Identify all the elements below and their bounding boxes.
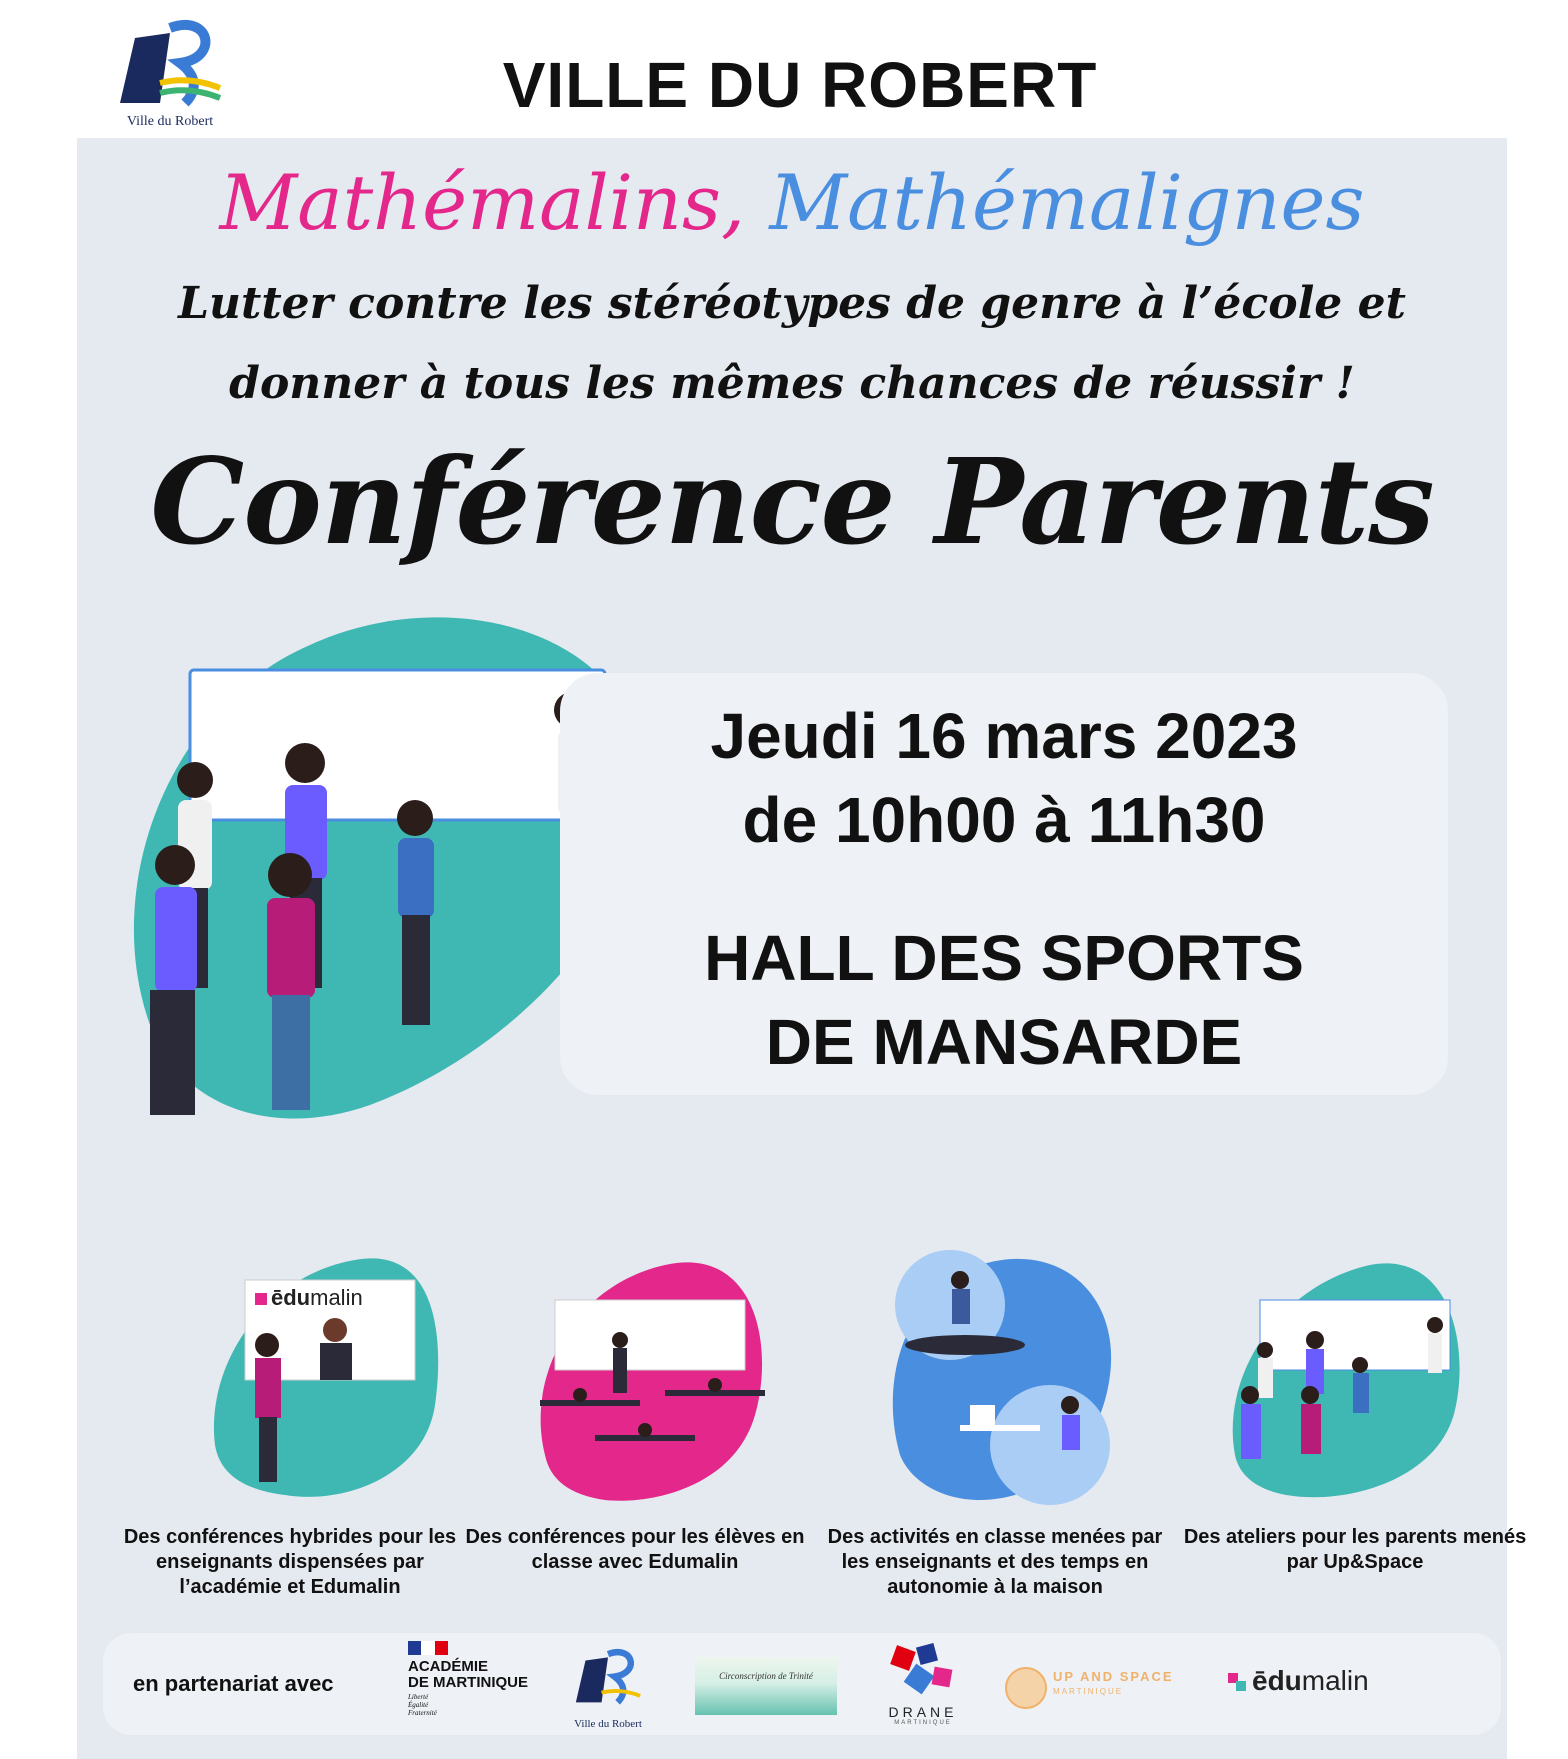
event-place-line-2: DE MANSARDE — [765, 1006, 1243, 1078]
program-title-part-a: Mathémalins — [219, 158, 722, 247]
partners-label: en partenariat avec — [133, 1671, 334, 1696]
academie-motto-3: Fraternité — [408, 1709, 437, 1717]
academie-motto-1: Liberté — [408, 1693, 429, 1701]
logo-caption: Ville du Robert — [126, 114, 214, 129]
up-and-space-logo — [1005, 1663, 1205, 1713]
parents-workshop-illustration — [1220, 1245, 1480, 1505]
program-title — [77, 158, 1507, 247]
drane-sub: MARTINIQUE — [894, 1720, 952, 1726]
hybrid-conference-illustration — [205, 1245, 465, 1505]
feature-1-logo-text: ēdumalin — [271, 1285, 363, 1310]
partner-robert-logo — [563, 1637, 653, 1731]
home-study-illustration — [870, 1245, 1130, 1505]
feature-caption-3: Des activités en classe menées par les enseignants et des temps en autonomie à la maison — [827, 1526, 1163, 1598]
partner-robert-caption: Ville du Robert — [574, 1718, 642, 1730]
classroom-illustration — [525, 1245, 785, 1505]
edumalin-logo — [1228, 1665, 1408, 1705]
event-info-card — [560, 673, 1448, 1095]
upspace-line-2: MARTINIQUE — [1053, 1687, 1124, 1696]
academie-line-2: DE MARTINIQUE — [408, 1674, 528, 1691]
edumalin-text-a: ēdu — [1252, 1665, 1302, 1696]
subtitle-line-1: Lutter contre les stéréotypes de genre à l’école et — [178, 278, 1406, 329]
subtitle-line-2: donner à tous les mêmes chances de réussir ! — [229, 358, 1355, 409]
feature-caption-1: Des conférences hybrides pour les enseignants dispensées par l’académie et Edumalin — [123, 1526, 457, 1598]
conference-title: Conférence Parents — [150, 432, 1434, 571]
event-place-line-1: HALL DES SPORTS — [704, 922, 1304, 994]
program-title-part-b: Mathémalignes — [769, 158, 1365, 247]
trinite-logo — [695, 1657, 837, 1715]
feature-caption-2: Des conférences pour les élèves en classe avec Edumalin — [465, 1526, 805, 1573]
trinite-text: Circonscription de Trinité — [719, 1671, 813, 1681]
academie-martinique-logo — [408, 1641, 558, 1731]
feature-caption-4: Des ateliers pour les parents menés par Up&Space — [1183, 1526, 1527, 1573]
partners-bar — [103, 1633, 1501, 1735]
page-header-title: VILLE DU ROBERT — [502, 49, 1098, 121]
ville-du-robert-logo — [100, 8, 240, 130]
academie-line-1: ACADÉMIE — [408, 1658, 489, 1675]
edumalin-text-b: malin — [1301, 1665, 1369, 1696]
drane-text: DRANE — [888, 1704, 958, 1720]
event-date: Jeudi 16 mars 2023 — [710, 700, 1298, 772]
academie-motto-2: Égalité — [408, 1701, 429, 1709]
event-time: de 10h00 à 11h30 — [742, 784, 1266, 856]
drane-logo — [878, 1643, 968, 1731]
upspace-line-1: UP AND SPACE — [1053, 1669, 1174, 1684]
program-title-comma: , — [721, 158, 770, 247]
